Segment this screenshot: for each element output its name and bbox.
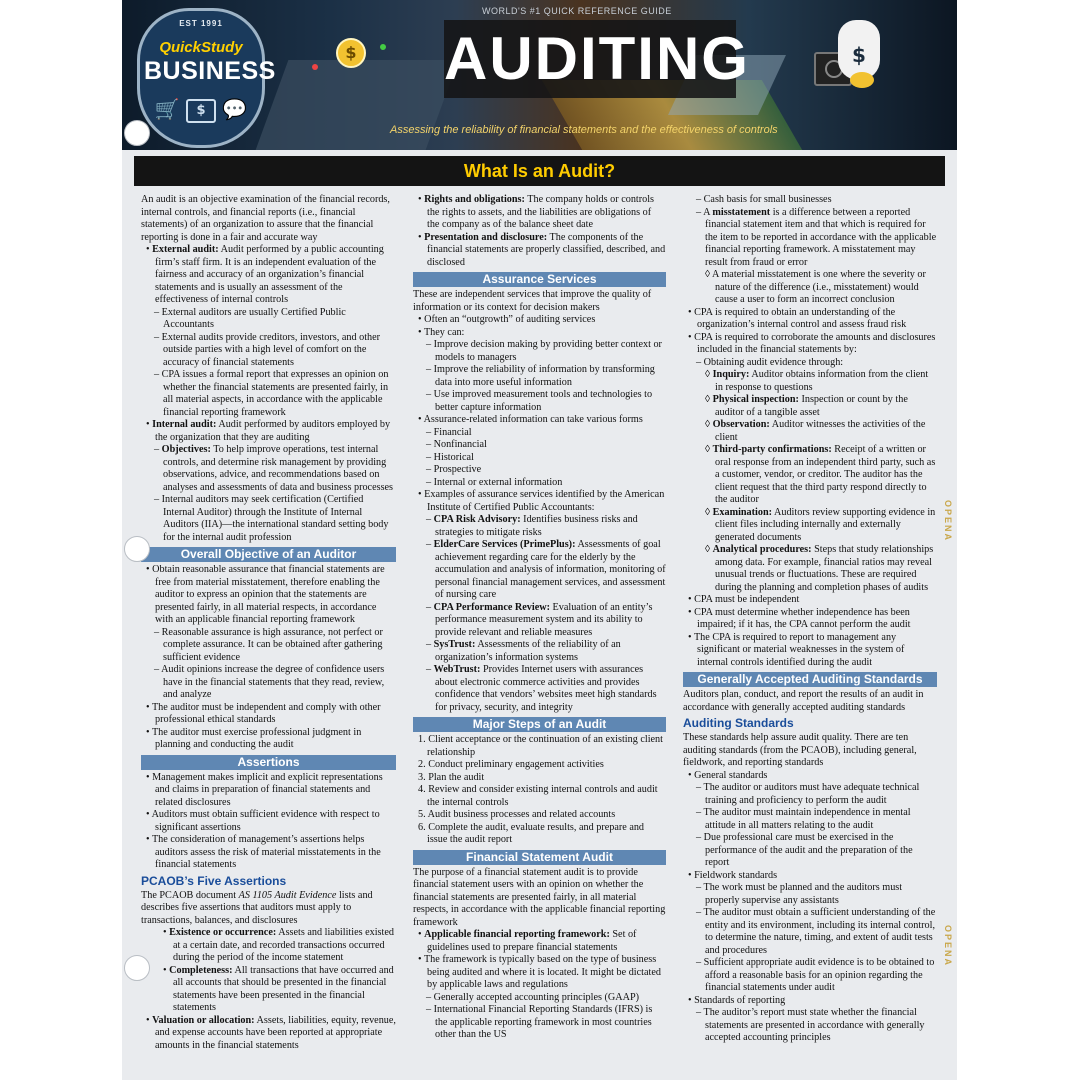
- definition: Provides Internet users with assurances about electronic commerce activities and provides confidence that vendors’ websites meet high standards for privacy, security, and integrity: [435, 664, 657, 713]
- list-item: • General standards: [688, 769, 768, 781]
- term: Inquiry:: [712, 369, 750, 380]
- term: Observation:: [712, 419, 770, 430]
- money-bag-icon: $: [838, 20, 880, 80]
- item-text: Reasonable assurance is high assurance, not perfect or complete assurance. It can be obtained after gathering sufficient evidence: [161, 626, 383, 663]
- definition: Set of guidelines used to prepare financial statements: [427, 929, 637, 953]
- punch-hole: [124, 120, 150, 146]
- definition: Assessments of the reliability of an organization’s information systems: [435, 639, 621, 663]
- item-text: The auditor or auditors must have adequate technical training and proficiency to perform the audit: [703, 782, 920, 806]
- list-item: – ElderCare Services (PrimePlus): Assessments of goal achievement regarding care for the elderly by the accumulation and analysis of information, monitoring of personal financial management services, and assessment of nursing care: [426, 539, 666, 600]
- item-text: A material misstatement is one where the severity or nature of the difference (i.e., misstatement) would cause a user to form an incorrect conclusion: [712, 269, 926, 305]
- list-item: – Improve the reliability of information by transforming data into more useful information: [426, 364, 655, 388]
- list-item: • Auditors must obtain sufficient evidence with respect to significant assertions: [146, 809, 380, 833]
- item-text: Fieldwork standards: [694, 869, 778, 881]
- quickstudy-logo: [137, 8, 276, 148]
- list-item: • The auditor must exercise professional judgment in planning and conducting the audit: [146, 726, 362, 750]
- chat-bubbles-icon: 💬: [222, 97, 248, 121]
- side-tab-lower: OPENA: [943, 925, 953, 968]
- list-item: – External auditors are usually Certified Public Accountants: [154, 306, 346, 330]
- list-item: – Financial: [426, 426, 472, 438]
- list-item: – The auditor or auditors must have adequate technical training and proficiency to perform the audit: [696, 782, 920, 806]
- definition: Audit performed by a public accounting firm’s staff firm. It is an independent evaluation of the fairness and accuracy of an organization’s financial statements and is usually an assessment of the effectiveness of internal controls: [155, 244, 384, 305]
- term: Analytical procedures:: [712, 544, 812, 555]
- list-item: – Sufficient appropriate audit evidence is to be obtained to afford a reasonable basis for an opinion regarding the financial statements under audit: [696, 957, 935, 993]
- intro-paragraph: An audit is an objective examination of the financial records, internal controls, and financial reports (i.e., financial statements) of an organization to assure that the financial reporting is done in a fair and accurate way: [141, 194, 390, 243]
- list-item: • Obtain reasonable assurance that financial statements are free from material misstatement, therefore enabling the auditor to express an opinion that the statements are presented fairly, in all material respects, in accordance with an applicable financial reporting framework: [146, 564, 385, 625]
- list-item: • Rights and obligations: The company holds or controls the rights to assets, and the liabilities are obligations of the company as of the balance sheet date: [418, 194, 655, 230]
- term: WebTrust:: [433, 664, 481, 675]
- list-item: – The work must be planned and the auditors must properly supervise any assistants: [696, 882, 903, 906]
- list-item: ◊ Third-party confirmations: Receipt of a written or oral response from an independent third party, such as a customer, vendor, or creditor. The auditor has the client request that the third party respond directly to the auditor: [705, 444, 936, 505]
- definition: Steps that study relationships among data. For example, financial ratios may reveal unusual trends or fluctuations. These are required during the planning and completion phases of audits: [715, 544, 934, 593]
- list-item: – Internal or external information: [426, 476, 563, 488]
- list-item: • Completeness: All transactions that have occurred and all accounts that should be presented in the financial statements have been presented in the financial statements: [163, 964, 394, 1013]
- definition: Assets and liabilities existed at a certain date, and recorded transactions occurred during the period of the income statement: [173, 927, 394, 963]
- text: The PCAOB document: [141, 889, 239, 901]
- item-text: Nonfinancial: [433, 439, 487, 450]
- list-item: – Improve decision making by providing better context or models to managers: [426, 339, 662, 363]
- definition: The components of the financial statements are properly classified, described, and disclosed: [427, 231, 666, 268]
- item-text: Generally accepted accounting principles (GAAP): [433, 991, 640, 1003]
- paragraph: These standards help assure audit quality. There are ten auditing standards (from the PCAOB), including general, fieldwork, and reporting standards: [683, 732, 917, 768]
- item-text: CPA must be independent: [694, 594, 800, 605]
- paragraph: [141, 890, 396, 928]
- item-text: Standards of reporting: [694, 994, 786, 1006]
- list-item: 5. Audit business processes and related accounts: [418, 809, 616, 820]
- section-heading: Assurance Services: [413, 272, 666, 287]
- term: Internal audit:: [152, 419, 217, 430]
- list-item: • Often an “outgrowth” of auditing services: [418, 314, 596, 325]
- term: Third-party confirmations:: [712, 444, 832, 455]
- shopping-cart-icon: 🛒: [154, 97, 180, 121]
- subsection-heading: Auditing Standards: [683, 716, 794, 730]
- term: SysTrust:: [433, 639, 476, 650]
- list-item: – CPA issues a formal report that expresses an opinion on whether the financial statements are presented fairly, in all material aspects, in accordance with the applicable financial reporting framework: [154, 369, 389, 418]
- column-2: [413, 194, 666, 1074]
- term: Examination:: [712, 506, 773, 518]
- item-text: Prospective: [433, 464, 482, 475]
- item-text: Improve the reliability of information by transforming data into more useful information: [433, 364, 655, 388]
- definition: Assessments of goal achievement regarding care for the elderly by the accumulation and analysis of information, monitoring of personal financial management services, and assessment of nursing care: [435, 539, 666, 600]
- term: Presentation and disclosure:: [424, 231, 548, 243]
- term: Valuation or allocation:: [152, 1014, 255, 1026]
- section-heading: Financial Statement Audit: [413, 850, 666, 865]
- definition: Evaluation of an entity’s performance measurement system and its ability to provide relevant and reliable measures: [435, 601, 653, 638]
- definition: To help improve operations, test internal controls, and determine risk management by providing observations, advice, and recommendations based on analyses and assessments of data and business processes: [163, 444, 394, 493]
- list-item: – Historical: [426, 451, 474, 463]
- list-item: – Cash basis for small businesses: [696, 194, 832, 205]
- item-text: CPA issues a formal report that expresses an opinion on whether the financial statements are presented fairly, in all material aspects, in accordance with the applicable financial reporting framework: [161, 369, 389, 418]
- list-item: • Assurance-related information can take various forms: [418, 414, 643, 425]
- item-text: Often an “outgrowth” of auditing services: [424, 314, 596, 325]
- definition: Auditor obtains information from the client in response to questions: [715, 369, 929, 393]
- item-text: Obtain reasonable assurance that financial statements are free from material misstatement, therefore enabling the auditor to express an opinion that the statements are presented fairly, in all material respects, in accordance with an applicable financial reporting framework: [152, 564, 385, 625]
- list-item: – Prospective: [426, 464, 482, 475]
- list-item: • The CPA is required to report to management any significant or material weaknesses in the system of internal controls identified during the audit: [688, 631, 905, 668]
- item-text: The auditor must be independent and comply with other professional ethical standards: [151, 701, 381, 725]
- list-item: – The auditor’s report must state whether the financial statements are presented in accordance with generally accepted accounting principles: [696, 1007, 925, 1043]
- term: Existence or occurrence:: [169, 927, 277, 938]
- main-heading: What Is an Audit?: [463, 161, 616, 181]
- list-item: – Generally accepted accounting principles (GAAP): [426, 991, 640, 1003]
- badge-brand: QuickStudy: [159, 39, 243, 56]
- list-item: • The framework is typically based on the type of business being audited and where it is located. It might be dictated by applicable laws and regulations: [418, 954, 661, 990]
- item-text: The auditor’s report must state whether the financial statements are presented in accordance with generally accepted accounting principles: [703, 1007, 925, 1043]
- item-text: Internal auditors may seek certification (Certified Internal Auditor) through the Institute of Internal Auditors (IIA)—the international standard setting body for the internal audit profession: [161, 494, 389, 543]
- item-text: The CPA is required to report to management any significant or material weaknesses in the system of internal controls identified during the audit: [693, 631, 905, 668]
- list-item: – External audits provide creditors, investors, and other outside parties with a high level of comfort on the accuracy of financial statements: [154, 331, 381, 368]
- list-item: – A misstatement is a difference between a reported financial statement item and that which is required for the item to be reported in accordance with the applicable financial reporting framework. A misstatement may result from fraud or error: [696, 206, 937, 268]
- list-item: • Fieldwork standards: [688, 869, 778, 881]
- list-item: – Due professional care must be exercised in the performance of the audit and the preparation of the report: [696, 832, 913, 868]
- list-item: • Standards of reporting: [688, 994, 786, 1006]
- item-text: Cash basis for small businesses: [703, 194, 832, 205]
- item-text: The auditor must maintain independence in mental attitude in all matters relating to the audit: [703, 807, 911, 831]
- page-subtitle: Assessing the reliability of financial statements and the effectiveness of controls: [390, 124, 778, 136]
- item-text: Management makes implicit and explicit representations and claims in preparation of financial statements and related disclosures: [152, 771, 383, 808]
- list-item: 3. Plan the audit: [418, 771, 485, 783]
- monitor-dollar-icon: $: [186, 99, 216, 123]
- item-text: They can:: [423, 326, 465, 338]
- item-text: Sufficient appropriate audit evidence is to be obtained to afford a reasonable basis for an opinion regarding the financial statements under audit: [703, 957, 935, 993]
- definition: is a difference between a reported financial statement item and that which is required for the item to be reported in accordance with the applicable financial reporting framework. A misstatement may result from fraud or error: [705, 206, 937, 268]
- badge-est: EST 1991: [179, 19, 223, 28]
- list-item: – SysTrust: Assessments of the reliability of an organization’s information systems: [426, 639, 621, 663]
- list-item: ◊ A material misstatement is one where the severity or nature of the difference (i.e., misstatement) would cause a user to form an incorrect conclusion: [705, 269, 926, 305]
- item-text: International Financial Reporting Standards (IFRS) is the applicable reporting framework in most countries other than the US: [433, 1004, 653, 1040]
- list-item: ◊ Analytical procedures: Steps that study relationships among data. For example, financial ratios may reveal unusual trends or fluctuations. These are required during the planning and completion phases of audits: [705, 544, 934, 593]
- list-item: – Internal auditors may seek certification (Certified Internal Auditor) through the Institute of Internal Auditors (IIA)—the international standard setting body for the internal audit profession: [154, 494, 389, 543]
- paragraph: These are independent services that improve the quality of information or its context for decision makers: [413, 289, 652, 313]
- dollar-coin-icon: $: [336, 38, 366, 68]
- list-item: – Use improved measurement tools and technologies to better capture information: [426, 389, 653, 413]
- item-text: Internal or external information: [433, 476, 563, 488]
- reference-sheet: [122, 0, 957, 1080]
- term: Rights and obligations:: [424, 194, 525, 205]
- list-item: • Examples of assurance services identified by the American Institute of Certified Public Accountants:: [418, 489, 665, 513]
- punch-hole: [124, 536, 150, 562]
- list-item: • Existence or occurrence: Assets and liabilities existed at a certain date, and recorded transactions occurred during the period of the income statement: [163, 927, 394, 963]
- item-text: Improve decision making by providing better context or models to managers: [433, 339, 662, 363]
- list-item: • Presentation and disclosure: The components of the financial statements are properly classified, described, and disclosed: [418, 231, 666, 268]
- list-item: • They can:: [418, 326, 465, 338]
- item-text: The consideration of management’s assertions helps auditors assess the risk of material misstatements in the financial statements: [151, 834, 381, 870]
- term: CPA Performance Review:: [433, 601, 550, 613]
- list-item: • CPA is required to obtain an understanding of the organization’s internal control and assess fraud risk: [688, 306, 907, 330]
- punch-hole: [124, 955, 150, 981]
- list-item: – WebTrust: Provides Internet users with assurances about electronic commerce activities and provides confidence that vendors’ websites meet high standards for privacy, security, and integrity: [426, 664, 657, 713]
- list-item: • CPA must be independent: [688, 594, 800, 605]
- text: A: [703, 206, 713, 218]
- item-text: Historical: [433, 451, 474, 463]
- badge-category: BUSINESS: [144, 57, 276, 85]
- list-item: ◊ Physical inspection: Inspection or count by the auditor of a tangible asset: [705, 394, 908, 418]
- list-item: – International Financial Reporting Standards (IFRS) is the applicable reporting framework in most countries other than the US: [426, 1004, 653, 1040]
- paragraph: The purpose of a financial statement audit is to provide financial statement users with an opinion on whether the financial statements are presented fairly, in all material respects, in accordance with the applicable financial reporting framework: [413, 866, 666, 928]
- list-item: ◊ Inquiry: Auditor obtains information from the client in response to questions: [705, 369, 929, 393]
- item-text: CPA is required to corroborate the amounts and disclosures included in the financial statements by:: [694, 331, 936, 355]
- term: External audit:: [152, 244, 219, 255]
- section-heading: Major Steps of an Audit: [413, 717, 666, 732]
- list-item: 1. Client acceptance or the continuation of an existing client relationship: [418, 734, 663, 758]
- list-item: – Audit opinions increase the degree of confidence users have in the financial statements that they read, review, and analyze: [154, 664, 385, 700]
- list-item: – Obtaining audit evidence through:: [696, 356, 844, 368]
- item-text: Obtaining audit evidence through:: [703, 356, 844, 368]
- document-title: AS 1105 Audit Evidence: [238, 889, 337, 901]
- item-text: Audit opinions increase the degree of confidence users have in the financial statements that they read, review, and analyze: [161, 664, 385, 700]
- definition: The company holds or controls the rights to assets, and the liabilities are obligations of the company as of the balance sheet date: [427, 194, 655, 230]
- subsection-heading: PCAOB’s Five Assertions: [141, 873, 287, 888]
- column-1: [141, 194, 396, 1074]
- badge-icons: [140, 97, 262, 123]
- list-item: – Nonfinancial: [426, 439, 487, 450]
- list-item: • CPA must determine whether independence has been impaired; if it has, the CPA cannot perform the audit: [688, 606, 911, 630]
- item-text: CPA is required to obtain an understanding of the organization’s internal control and assess fraud risk: [694, 306, 907, 330]
- term: Completeness:: [169, 964, 233, 976]
- definition: Receipt of a written or oral response from an independent third party, such as a customer, vendor, or creditor. The auditor has the client request that the third party respond directly to the auditor: [715, 444, 936, 505]
- column-3: [683, 194, 937, 1074]
- term: CPA Risk Advisory:: [433, 514, 521, 525]
- list-item: • Valuation or allocation: Assets, liabilities, equity, revenue, and expense accounts have been reported at appropriate amounts in the financial statements: [146, 1014, 396, 1051]
- definition: Auditor witnesses the activities of the client: [715, 419, 926, 443]
- definition: Inspection or count by the auditor of a tangible asset: [715, 394, 908, 418]
- list-item: • Applicable financial reporting framework: Set of guidelines used to prepare financial statements: [418, 929, 637, 953]
- item-text: General standards: [694, 769, 768, 781]
- list-item: – CPA Risk Advisory: Identifies business risks and strategies to mitigate risks: [426, 514, 638, 538]
- item-text: Use improved measurement tools and technologies to better capture information: [433, 389, 653, 413]
- list-item: 4. Review and consider existing internal controls and audit the internal controls: [418, 784, 658, 808]
- item-text: The auditor must obtain a sufficient understanding of the entity and its environment, including its internal control, to determine the nature, timing, and extent of audit tests and procedures: [703, 907, 936, 956]
- header-banner: [122, 0, 957, 150]
- term: Applicable financial reporting framework:: [424, 929, 610, 940]
- guide-label: WORLD'S #1 QUICK REFERENCE GUIDE: [482, 6, 672, 16]
- item-text: The auditor must exercise professional judgment in planning and conducting the audit: [151, 726, 362, 750]
- item-text: Financial: [433, 426, 472, 438]
- list-item: – Reasonable assurance is high assurance, not perfect or complete assurance. It can be obtained after gathering sufficient evidence: [154, 626, 383, 663]
- list-item: ◊ Examination: Auditors review supporting evidence in client files including internally and externally generated documents: [705, 506, 936, 543]
- term: Objectives:: [161, 444, 211, 455]
- section-heading: Overall Objective of an Auditor: [141, 547, 396, 562]
- list-item: • Internal audit: Audit performed by auditors employed by the organization that they are auditing: [146, 419, 391, 443]
- list-item: ◊ Observation: Auditor witnesses the activities of the client: [705, 419, 926, 443]
- definition: Identifies business risks and strategies to mitigate risks: [435, 514, 638, 538]
- term: Physical inspection:: [712, 394, 799, 405]
- item-text: Due professional care must be exercised in the performance of the audit and the preparation of the report: [703, 832, 913, 868]
- list-item: – Objectives: To help improve operations, test internal controls, and determine risk management by providing observations, advice, and recommendations based on analyses and assessments of data and business processes: [154, 444, 394, 493]
- term: ElderCare Services (PrimePlus):: [433, 539, 576, 550]
- list-item: • The consideration of management’s assertions helps auditors assess the risk of material misstatements in the financial statements: [146, 834, 381, 870]
- item-text: External auditors are usually Certified Public Accountants: [161, 306, 346, 330]
- item-text: Examples of assurance services identified by the American Institute of Certified Public Accountants:: [424, 489, 665, 513]
- item-text: The work must be planned and the auditors must properly supervise any assistants: [703, 882, 903, 906]
- list-item: – The auditor must maintain independence in mental attitude in all matters relating to the audit: [696, 807, 911, 831]
- item-text: The framework is typically based on the type of business being audited and where it is located. It might be dictated by applicable laws and regulations: [423, 954, 661, 990]
- term: misstatement: [712, 206, 771, 218]
- list-item: – CPA Performance Review: Evaluation of an entity’s performance measurement system and its ability to provide relevant and reliable measures: [426, 601, 653, 638]
- side-tab-upper: OPENA: [943, 500, 953, 543]
- section-heading: Assertions: [141, 755, 396, 770]
- text: lists and describes five assertions that auditors must apply to transactions, balances, and disclosures: [141, 889, 373, 926]
- item-text: CPA must determine whether independence has been impaired; if it has, the CPA cannot perform the audit: [694, 606, 911, 630]
- list-item: • Management makes implicit and explicit representations and claims in preparation of financial statements and related disclosures: [146, 771, 383, 808]
- definition: Auditors review supporting evidence in client files including internally and externally generated documents: [715, 506, 936, 543]
- section-heading: Generally Accepted Auditing Standards: [683, 672, 937, 687]
- list-item: 2. Conduct preliminary engagement activities: [418, 759, 604, 770]
- page-title: AUDITING: [444, 25, 750, 92]
- item-text: Auditors must obtain sufficient evidence with respect to significant assertions: [151, 809, 380, 833]
- list-item: • The auditor must be independent and comply with other professional ethical standards: [146, 701, 381, 725]
- item-text: Assurance-related information can take various forms: [423, 414, 643, 425]
- list-item: • CPA is required to corroborate the amounts and disclosures included in the financial statements by:: [688, 331, 936, 355]
- paragraph: Auditors plan, conduct, and report the results of an audit in accordance with generally accepted auditing standards: [683, 689, 924, 713]
- list-item: 6. Complete the audit, evaluate results, and prepare and issue the audit report: [418, 821, 645, 845]
- definition: Assets, liabilities, equity, revenue, and expense accounts have been reported at appropriate amounts in the financial statements: [155, 1014, 396, 1051]
- list-item: • External audit: Audit performed by a public accounting firm’s staff firm. It is an independent evaluation of the fairness and accuracy of an organization’s financial statements and is usually an assessment of the effectiveness of internal controls: [146, 244, 384, 305]
- definition: Audit performed by auditors employed by the organization that they are auditing: [155, 419, 391, 443]
- definition: All transactions that have occurred and all accounts that should be presented in the financial statements have been presented in the financial statements: [173, 964, 394, 1013]
- item-text: External audits provide creditors, investors, and other outside parties with a high level of comfort on the accuracy of financial statements: [161, 331, 381, 368]
- list-item: – The auditor must obtain a sufficient understanding of the entity and its environment, including its internal control, to determine the nature, timing, and extent of audit tests and procedures: [696, 907, 936, 956]
